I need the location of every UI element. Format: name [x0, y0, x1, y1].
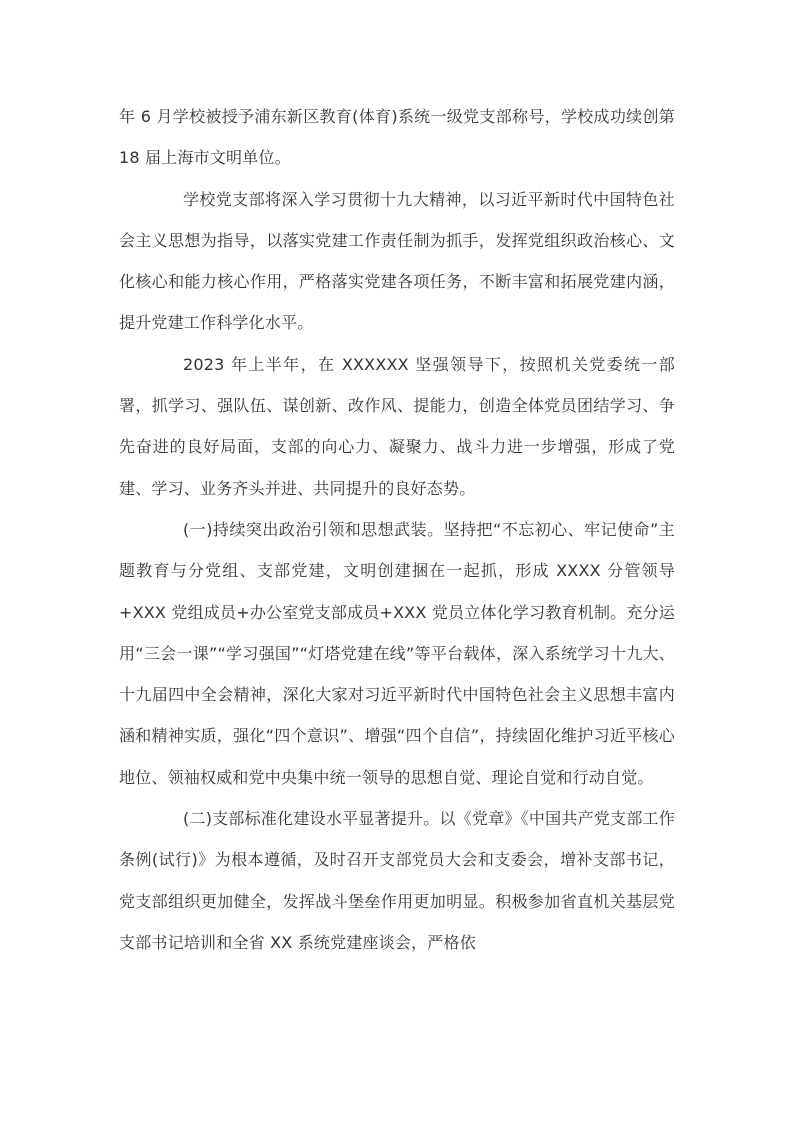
paragraph-first-half-2023: 2023 年上半年，在 XXXXXX 坚强领导下，按照机关党委统一部署，抓学习、强队伍、谋创新、改作风、提能力，创造全体党员团结学习、争先奋进的良好局面，支部的向心力、凝聚力、战斗力进一步增强，形成了党建、学习、业务齐头并进、共同提升的良好态势。 [119, 354, 675, 498]
document-body [119, 96, 675, 963]
paragraph-continuation: 年 6 月学校被授予浦东新区教育(体育)系统一级党支部称号，学校成功续创第 18 届上海市文明单位。 [119, 107, 675, 168]
paragraph-section-1: (一)持续突出政治引领和思想武装。坚持把“不忘初心、牢记使命”主题教育与分党组、支部党建，文明创建捆在一起抓，形成 XXXX 分管领导+XXX 党组成员+办公室党支部成员+XXX 党员立体化学习教育机制。充分运用“三会一课”“学习强国”“灯塔党建在线”等平台载体，深入系统学习十九大、十九届四中全会精神，深化大家对习近平新时代中国特色社会主义思想丰富内涵和精神实质，强化“四个意识”、增强“四个自信”，持续固化维护习近平核心地位、领袖权威和党中央集中统一领导的思想自觉、理论自觉和行动自觉。 [119, 519, 675, 787]
paragraph-section-2: (二)支部标准化建设水平显著提升。以《党章》《中国共产党支部工作条例(试行)》为根本遵循，及时召开支部党员大会和支委会，增补支部书记，党支部组织更加健全，发挥战斗堡垒作用更加明显。积极参加省直机关基层党支部书记培训和全省 XX 系统党建座谈会，严格依 [119, 809, 675, 952]
paragraph-study-spirit: 学校党支部将深入学习贯彻十九大精神，以习近平新时代中国特色社会主义思想为指导，以落实党建工作责任制为抓手，发挥党组织政治核心、文化核心和能力核心作用，严格落实党建各项任务，不断丰富和拓展党建内涵，提升党建工作科学化水平。 [119, 189, 675, 333]
